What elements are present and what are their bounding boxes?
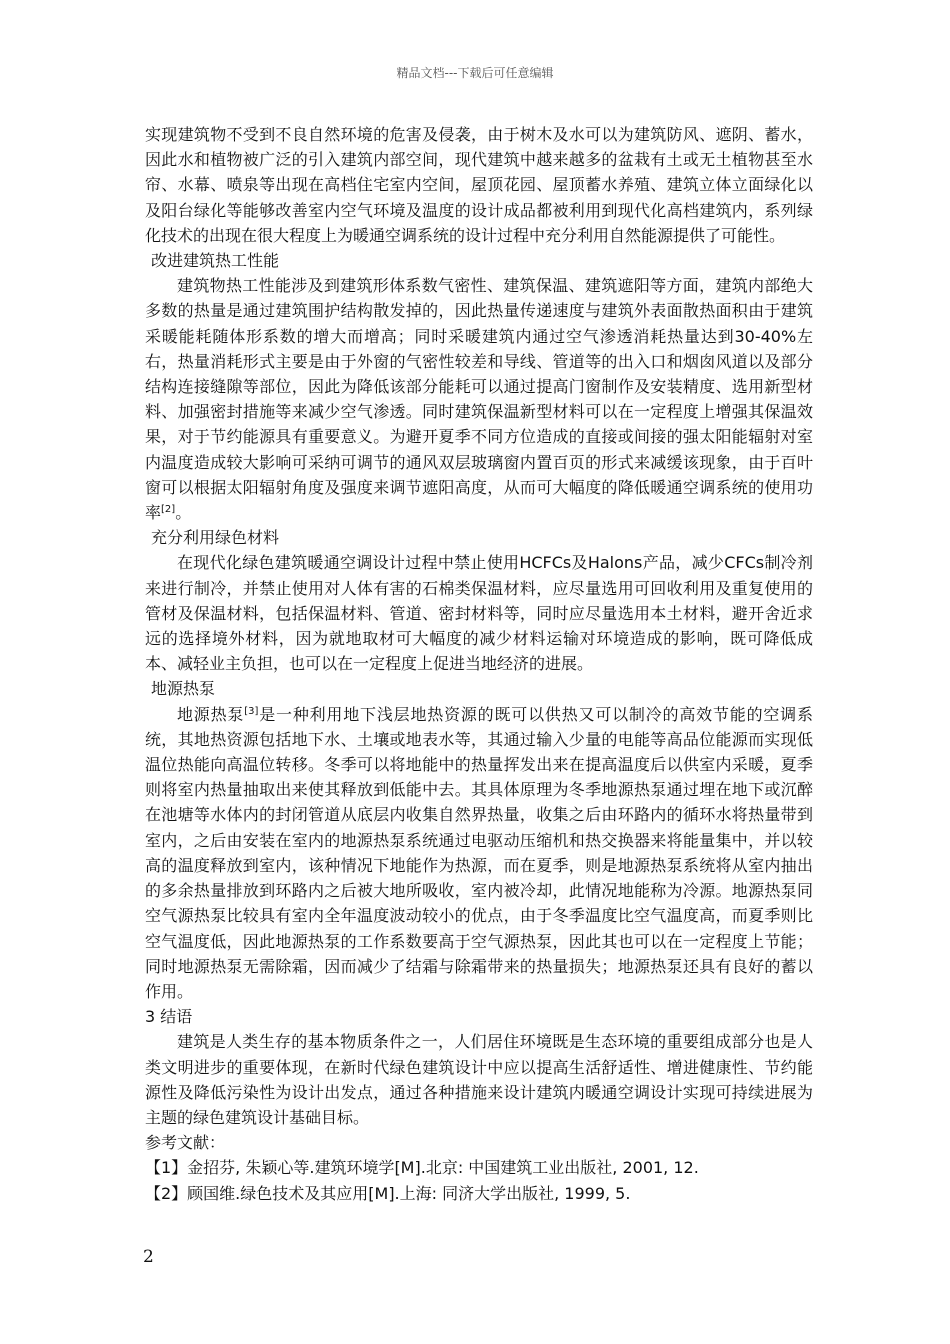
citation-3: [3] [244, 705, 259, 717]
paragraph-greening: 实现建筑物不受到不良自然环境的危害及侵袭，由于树木及水可以为建筑防风、遮阴、蓄水，因此水和植物被广泛的引入建筑内部空间，现代建筑中越来越多的盆栽有土或无土植物甚至水帘、水幕、喷泉等出现在高档住宅室内空间，屋顶花园、屋顶蓄水养殖、建筑立体立面绿化以及阳台绿化等能够改善室内空气环境及温度的设计成品都被利用到现代化高档建筑内，系列绿化技术的出现在很大程度上为暖通空调系统的设计过程中充分利用自然能源提供了可能性。 [145, 125, 813, 245]
paragraph-heat-pump-text: 是一种利用地下浅层地热资源的既可以供热又可以制冷的高效节能的空调系统，其地热资源包括地下水、土壤或地表水等，其通过输入少量的电能等高品位能源而实现低温位热能向高温位转移。冬季可以将地能中的热量挥发出来在提高温度后以供室内采暖，夏季则将室内热量抽取出来使其释放到低能中去。其具体原理为冬季地源热泵通过埋在地下或沉醉在池塘等水体内的封闭管道从底层内收集自然界热量，收集之后由环路内的循环水将热量带到室内，之后由安装在室内的地源热泵系统通过电驱动压缩机和热交换器来将能量集中，并以较高的温度释放到室内，该种情况下地能作为热源，而在夏季，则是地源热泵系统将从室内抽出的多余热量排放到环路内之后被大地所吸收，室内被冷却，此情况地能称为冷源。地源热泵同空气源热泵比较具有室内全年温度波动较小的优点，由于冬季温度比空气温度高，而夏季则比空气温度低，因此地源热泵的工作系数要高于空气源热泵，因此其也可以在一定程度上节能；同时地源热泵无需除霜，因而减少了结霜与除霜带来的热量损失；地源热泵还具有良好的蓄以作用。 [145, 704, 813, 1001]
document-body [145, 122, 813, 1206]
reference-item-2: 【2】顾国维.绿色技术及其应用[M].上海: 同济大学出版社, 1999, 5. [145, 1183, 631, 1203]
references-title: 参考文献： [145, 1133, 226, 1153]
paragraph-conclusion: 建筑是人类生存的基本物质条件之一，人们居住环境既是生态环境的重要组成部分也是人类文明进步的重要体现，在新时代绿色建筑设计中应以提高生活舒适性、增进健康性、节约能源性及降低污染性为设计出发点，通过各种措施来设计建筑内暖通空调设计实现可持续进展为主题的绿色建筑设计基础目标。 [145, 1032, 813, 1127]
paragraph-heat-pump [145, 702, 813, 1004]
section-heading-materials: 充分利用绿色材料 [151, 528, 280, 548]
page-number: 2 [143, 1247, 154, 1267]
reference-item-1: 【1】金招芬, 朱颖心等.建筑环境学[M].北京: 中国建筑工业出版社, 2001, 12. [145, 1158, 699, 1178]
page-header: 精品文档---下载后可任意编辑 [396, 66, 554, 80]
section-heading-heat-pump: 地源热泵 [151, 679, 216, 699]
paragraph-thermal-end: 。 [175, 503, 192, 523]
paragraph-materials: 在现代化绿色建筑暖通空调设计过程中禁止使用HCFCs及Halons产品，减少CFCs制冷剂来进行制冷，并禁止使用对人体有害的石棉类保温材料，应尽量选用可回收利用及重复使用的管材及保温材料，包括保温材料、管道、密封材料等，同时应尽量选用本土材料，避开舍近求远的选择境外材料，因为就地取材可大幅度的减少材料运输对环境造成的影响，既可降低成本、减轻业主负担，也可以在一定程度上促进当地经济的进展。 [145, 553, 813, 674]
paragraph-heat-pump-start: 地源热泵 [177, 704, 245, 724]
section-heading-conclusion: 3 结语 [145, 1007, 193, 1027]
paragraph-thermal-text: 建筑物热工性能涉及到建筑形体系数气密性、建筑保温、建筑遮阳等方面，建筑内部绝大多数的热量是通过建筑围护结构散发掉的，因此热量传递速度与建筑外表面散热面积由于建筑采暖能耗随体形系数的增大而增高；同时采暖建筑内通过空气渗透消耗热量达到30-40%左右，热量消耗形式主要是由于外窗的气密性较差和导线、管道等的出入口和烟囱风道以及部分结构连接缝隙等部位，因此为降低该部分能耗可以通过提高门窗制作及安装精度、选用新型材料、加强密封措施等来减少空气渗透。同时建筑保温新型材料可以在一定程度上增强其保温效果，对于节约能源具有重要意义。为避开夏季不同方位造成的直接或间接的强太阳能辐射对室内温度造成较大影响可采纳可调节的通风双层玻璃窗内置百页的形式来减缓该现象，由于百叶窗可以根据太阳辐射角度及强度来调节遮阳高度，从而可大幅度的降低暖通空调系统的使用功率 [145, 276, 813, 523]
paragraph-thermal [145, 273, 813, 525]
citation-2: [2] [161, 504, 176, 516]
section-heading-thermal: 改进建筑热工性能 [151, 251, 280, 271]
